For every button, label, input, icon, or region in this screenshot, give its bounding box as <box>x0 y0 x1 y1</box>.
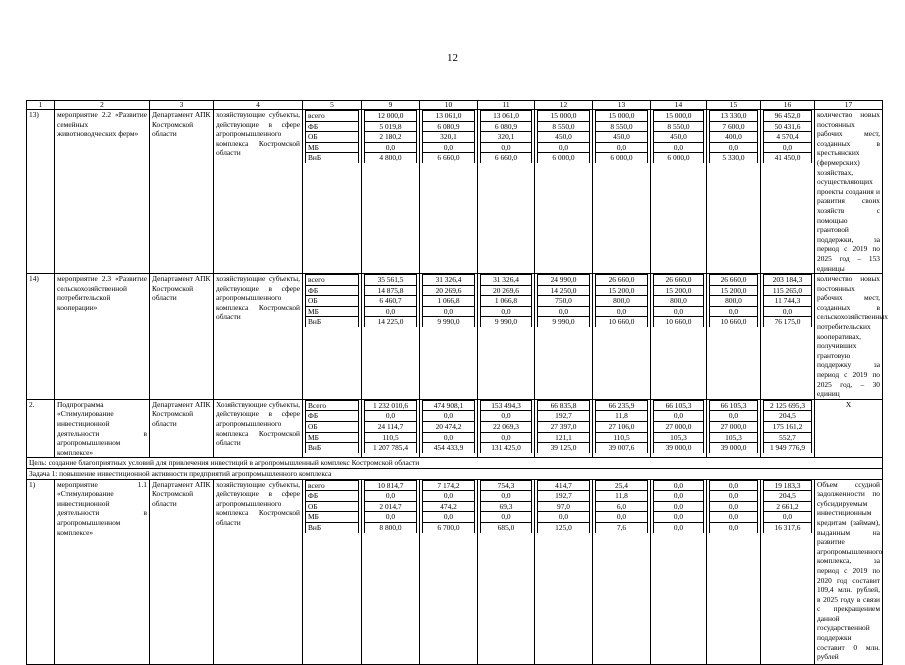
value-cell: 8 550,0 <box>538 121 590 132</box>
funding-source-label: ФБ <box>306 121 359 132</box>
value-cell: 0,0 <box>654 491 704 502</box>
value-cell: 31 326,4 <box>423 275 475 286</box>
value-cell: 0,0 <box>710 480 758 491</box>
value-cell: 15 200,0 <box>710 285 758 296</box>
value-cell: 0,0 <box>710 522 758 532</box>
goal-row <box>27 458 883 469</box>
value-cell: 0,0 <box>596 142 648 153</box>
value-cell: 320,1 <box>423 132 475 143</box>
page-number: 12 <box>447 52 458 64</box>
value-cell: 1 207 785,4 <box>365 443 417 453</box>
funding-source-label: ВнБ <box>306 443 359 453</box>
table-row <box>27 479 883 664</box>
value-cell: 474,2 <box>423 501 475 512</box>
value-cell: 0,0 <box>654 480 704 491</box>
value-cell: 800,0 <box>654 296 704 307</box>
value-cell: 0,0 <box>654 411 704 422</box>
funding-source-label: МБ <box>306 512 359 523</box>
value-cell: 9 990,0 <box>423 317 475 327</box>
value-cell: 110,5 <box>596 432 648 443</box>
value-cell: 800,0 <box>710 296 758 307</box>
value-cell: 11,8 <box>596 491 648 502</box>
measure-name: мероприятие 2.2 «Развитие семейных животноводческих ферм» <box>55 110 150 274</box>
expected-result: Объем ссудной задолженности по субсидируемым инвестиционным кредитам (займам), выданным на развитие агропромышленного комплекса, за период с 2019 по 2020 год составит 109,4 млн. рублей, в 2025 году в связи с прекращением данной государственной поддержки составит 0 млн. рублей <box>815 479 883 664</box>
value-cell: 15 000,0 <box>654 111 704 122</box>
value-cell: 204,5 <box>764 491 812 502</box>
value-column <box>651 399 707 458</box>
value-cell: 1 066,8 <box>481 296 532 307</box>
value-cell: 204,5 <box>764 411 812 422</box>
value-cell: 2 014,7 <box>365 501 417 512</box>
value-cell: 0,0 <box>423 512 475 523</box>
value-cell: 35 561,5 <box>365 275 417 286</box>
value-cell: 0,0 <box>481 432 532 443</box>
value-cell: 0,0 <box>764 512 812 523</box>
value-column <box>420 479 478 664</box>
value-cell: 0,0 <box>423 491 475 502</box>
value-cell: 6 000,0 <box>596 153 648 163</box>
funding-sources <box>303 274 362 400</box>
funding-source-label: всего <box>306 275 359 286</box>
value-cell: 2 180,2 <box>365 132 417 143</box>
funding-source-label: всего <box>306 111 359 122</box>
value-cell: 0,0 <box>710 501 758 512</box>
value-column <box>593 479 651 664</box>
value-cell: 15 000,0 <box>596 111 648 122</box>
value-cell: 0,0 <box>710 512 758 523</box>
value-cell: 7,6 <box>596 522 648 532</box>
value-cell: 414,7 <box>538 480 590 491</box>
funding-source-label: ОБ <box>306 296 359 307</box>
value-cell: 0,0 <box>710 491 758 502</box>
value-cell: 0,0 <box>481 306 532 317</box>
value-column <box>362 479 420 664</box>
value-cell: 7 174,2 <box>423 480 475 491</box>
value-cell: 96 452,0 <box>764 111 812 122</box>
responsible-dept: Департамент АПК Костромской области <box>150 399 214 458</box>
header-cell: 12 <box>535 101 593 110</box>
value-cell: 69,3 <box>481 501 532 512</box>
funding-source-label: ОБ <box>306 132 359 143</box>
value-column <box>362 110 420 274</box>
value-cell: 0,0 <box>538 142 590 153</box>
value-cell: 474 908,1 <box>423 400 475 411</box>
value-cell: 39 007,6 <box>596 443 648 453</box>
value-cell: 25,4 <box>596 480 648 491</box>
value-cell: 0,0 <box>538 306 590 317</box>
value-cell: 115 265,0 <box>764 285 812 296</box>
value-cell: 754,3 <box>481 480 532 491</box>
value-cell: 8 800,0 <box>365 522 417 532</box>
value-cell: 15 000,0 <box>538 111 590 122</box>
value-cell: 0,0 <box>423 142 475 153</box>
responsible-dept: Департамент АПК Костромской области <box>150 110 214 274</box>
funding-source-label: ВнБ <box>306 522 359 532</box>
value-cell: 800,0 <box>596 296 648 307</box>
header-cell: 14 <box>651 101 707 110</box>
value-cell: 6 000,0 <box>538 153 590 163</box>
value-cell: 0,0 <box>365 512 417 523</box>
value-column <box>593 110 651 274</box>
value-cell: 6 660,0 <box>481 153 532 163</box>
value-column <box>535 110 593 274</box>
value-cell: 192,7 <box>538 411 590 422</box>
funding-sources <box>303 110 362 274</box>
value-cell: 20 269,6 <box>481 285 532 296</box>
value-column <box>761 399 815 458</box>
value-column <box>651 274 707 400</box>
row-number: 1) <box>27 479 55 664</box>
value-cell: 6 700,0 <box>423 522 475 532</box>
value-cell: 5 019,8 <box>365 121 417 132</box>
header-cell: 15 <box>707 101 761 110</box>
value-column <box>593 274 651 400</box>
value-cell: 6,0 <box>596 501 648 512</box>
value-cell: 8 550,0 <box>596 121 648 132</box>
value-cell: 24 114,7 <box>365 422 417 433</box>
funding-source-label: всего <box>306 480 359 491</box>
value-cell: 14 875,8 <box>365 285 417 296</box>
value-column <box>761 274 815 400</box>
funding-source-label: МБ <box>306 306 359 317</box>
value-cell: 10 814,7 <box>365 480 417 491</box>
value-cell: 16 317,6 <box>764 522 812 532</box>
responsible-dept: Департамент АПК Костромской области <box>150 479 214 664</box>
value-cell: 9 990,0 <box>481 317 532 327</box>
header-cell: 17 <box>815 101 883 110</box>
value-cell: 13 330,0 <box>710 111 758 122</box>
value-cell: 0,0 <box>654 306 704 317</box>
value-column <box>478 479 535 664</box>
value-cell: 26 660,0 <box>596 275 648 286</box>
value-column <box>420 399 478 458</box>
header-row <box>27 101 883 110</box>
value-cell: 0,0 <box>365 491 417 502</box>
value-cell: 5 330,0 <box>710 153 758 163</box>
value-column <box>362 274 420 400</box>
value-cell: 14 225,0 <box>365 317 417 327</box>
value-column <box>362 399 420 458</box>
value-cell: 10 660,0 <box>596 317 648 327</box>
value-cell: 320,1 <box>481 132 532 143</box>
value-column <box>761 479 815 664</box>
value-cell: 450,0 <box>596 132 648 143</box>
value-cell: 2 661,2 <box>764 501 812 512</box>
value-cell: 50 431,6 <box>764 121 812 132</box>
value-cell: 66 835,8 <box>538 400 590 411</box>
value-cell: 0,0 <box>654 512 704 523</box>
value-cell: 0,0 <box>654 501 704 512</box>
header-cell: 2 <box>55 101 150 110</box>
header-cell: 13 <box>593 101 651 110</box>
value-cell: 125,0 <box>538 522 590 532</box>
funding-source-label: ВнБ <box>306 317 359 327</box>
value-cell: 11,8 <box>596 411 648 422</box>
row-number: 14) <box>27 274 55 400</box>
value-cell: 27 106,0 <box>596 422 648 433</box>
value-cell: 450,0 <box>654 132 704 143</box>
value-cell: 11 744,3 <box>764 296 812 307</box>
value-cell: 192,7 <box>538 491 590 502</box>
value-cell: 0,0 <box>710 142 758 153</box>
value-cell: 39 125,0 <box>538 443 590 453</box>
value-column <box>761 110 815 274</box>
table-row <box>27 399 883 458</box>
value-cell: 26 660,0 <box>710 275 758 286</box>
target-group: хозяйствующие субъекты, действующие в сфере агропромышленного комплекса Костромской области <box>214 479 303 664</box>
value-cell: 1 949 776,9 <box>764 443 812 453</box>
value-cell: 685,0 <box>481 522 532 532</box>
value-cell: 8 550,0 <box>654 121 704 132</box>
value-column <box>651 479 707 664</box>
header-cell: 11 <box>478 101 535 110</box>
funding-source-label: МБ <box>306 142 359 153</box>
value-cell: 6 660,0 <box>423 153 475 163</box>
value-cell: 0,0 <box>423 432 475 443</box>
value-cell: 76 175,0 <box>764 317 812 327</box>
funding-source-label: ВнБ <box>306 153 359 163</box>
value-cell: 41 450,0 <box>764 153 812 163</box>
value-column <box>478 274 535 400</box>
table-row <box>27 110 883 274</box>
task-text: Задача 1: повышение инвестиционной активности предприятий агропромышленного комплекса <box>27 468 883 479</box>
value-cell: 13 061,0 <box>481 111 532 122</box>
value-cell: 454 433,9 <box>423 443 475 453</box>
expected-result: количество новых постоянных рабочих мест, созданных в крестьянских (фермерских) хозяйствах, осуществляющих проекты создания и развития своих хозяйств с помощью грантовой поддержки, за период с 2019 по 2025 год – 153 единицы <box>815 110 883 274</box>
value-cell: 6 460,7 <box>365 296 417 307</box>
target-group: Хозяйствующие субъекты, действующие в сфере агропромышленного комплекса Костромской области <box>214 399 303 458</box>
value-cell: 27 000,0 <box>654 422 704 433</box>
header-cell: 9 <box>362 101 420 110</box>
value-column <box>478 110 535 274</box>
expected-result: Х <box>815 399 883 458</box>
value-cell: 66 105,3 <box>710 400 758 411</box>
header-cell: 16 <box>761 101 815 110</box>
value-cell: 20 474,2 <box>423 422 475 433</box>
value-column <box>707 274 761 400</box>
value-column <box>478 399 535 458</box>
value-cell: 153 494,3 <box>481 400 532 411</box>
value-column <box>535 274 593 400</box>
value-cell: 6 080,9 <box>481 121 532 132</box>
value-cell: 552,7 <box>764 432 812 443</box>
value-cell: 6 080,9 <box>423 121 475 132</box>
value-cell: 27 000,0 <box>710 422 758 433</box>
value-cell: 10 660,0 <box>710 317 758 327</box>
responsible-dept: Департамент АПК Костромской области <box>150 274 214 400</box>
value-cell: 66 105,3 <box>654 400 704 411</box>
value-cell: 0,0 <box>596 306 648 317</box>
value-cell: 105,3 <box>654 432 704 443</box>
value-cell: 39 000,0 <box>654 443 704 453</box>
target-group: хозяйствующие субъекты, действующие в сфере агропромышленного комплекса Костромской области <box>214 274 303 400</box>
value-cell: 97,0 <box>538 501 590 512</box>
funding-source-label: ФБ <box>306 285 359 296</box>
value-column <box>707 479 761 664</box>
value-cell: 0,0 <box>710 411 758 422</box>
value-cell: 15 200,0 <box>654 285 704 296</box>
header-cell: 5 <box>303 101 362 110</box>
value-cell: 13 061,0 <box>423 111 475 122</box>
header-cell: 3 <box>150 101 214 110</box>
value-cell: 0,0 <box>596 512 648 523</box>
value-cell: 0,0 <box>654 142 704 153</box>
value-cell: 0,0 <box>365 142 417 153</box>
value-column <box>593 399 651 458</box>
value-cell: 12 000,0 <box>365 111 417 122</box>
value-cell: 1 066,8 <box>423 296 475 307</box>
header-cell: 1 <box>27 101 55 110</box>
funding-source-label: Всего <box>306 400 359 411</box>
value-cell: 750,0 <box>538 296 590 307</box>
row-number: 13) <box>27 110 55 274</box>
value-cell: 31 326,4 <box>481 275 532 286</box>
value-cell: 19 183,3 <box>764 480 812 491</box>
value-cell: 0,0 <box>365 411 417 422</box>
program-table <box>26 100 888 665</box>
value-cell: 400,0 <box>710 132 758 143</box>
value-cell: 203 184,3 <box>764 275 812 286</box>
value-cell: 6 000,0 <box>654 153 704 163</box>
value-cell: 4 570,4 <box>764 132 812 143</box>
value-cell: 0,0 <box>764 142 812 153</box>
funding-sources <box>303 399 362 458</box>
value-cell: 0,0 <box>654 522 704 532</box>
value-cell: 39 000,0 <box>710 443 758 453</box>
value-cell: 27 397,0 <box>538 422 590 433</box>
value-cell: 0,0 <box>764 306 812 317</box>
measure-name: мероприятие 2.3 «Развитие сельскохозяйственной потребительской кооперации» <box>55 274 150 400</box>
value-cell: 0,0 <box>423 306 475 317</box>
value-column <box>420 110 478 274</box>
header-cell: 4 <box>214 101 303 110</box>
value-cell: 2 125 695,3 <box>764 400 812 411</box>
target-group: хозяйствующие субъекты, действующие в сфере агропромышленного комплекса Костромской области <box>214 110 303 274</box>
value-cell: 15 200,0 <box>596 285 648 296</box>
value-cell: 0,0 <box>365 306 417 317</box>
funding-source-label: МБ <box>306 432 359 443</box>
value-cell: 1 232 010,6 <box>365 400 417 411</box>
expected-result: количество новых постоянных рабочих мест, созданных в сельскохозяйственных потребительских кооперативах, получивших грантовую поддержку за период с 2019 по 2025 год, – 30 единиц <box>815 274 883 400</box>
value-cell: 24 990,0 <box>538 275 590 286</box>
header-cell: 10 <box>420 101 478 110</box>
value-cell: 0,0 <box>538 512 590 523</box>
value-cell: 0,0 <box>481 142 532 153</box>
goal-text: Цель: создание благоприятных условий для привлечения инвестиций в агропромышленный комплекс Костромской области <box>27 458 883 469</box>
value-cell: 0,0 <box>423 411 475 422</box>
table-row <box>27 274 883 400</box>
value-cell: 7 600,0 <box>710 121 758 132</box>
value-cell: 9 990,0 <box>538 317 590 327</box>
value-cell: 20 269,6 <box>423 285 475 296</box>
funding-source-label: ОБ <box>306 501 359 512</box>
value-cell: 0,0 <box>710 306 758 317</box>
value-cell: 175 161,2 <box>764 422 812 433</box>
value-cell: 110,5 <box>365 432 417 443</box>
value-column <box>535 399 593 458</box>
value-cell: 105,3 <box>710 432 758 443</box>
value-column <box>707 399 761 458</box>
value-cell: 131 425,0 <box>481 443 532 453</box>
value-cell: 14 250,0 <box>538 285 590 296</box>
value-column <box>420 274 478 400</box>
funding-sources <box>303 479 362 664</box>
task-row <box>27 468 883 479</box>
value-cell: 10 660,0 <box>654 317 704 327</box>
value-column <box>535 479 593 664</box>
value-cell: 450,0 <box>538 132 590 143</box>
value-cell: 26 660,0 <box>654 275 704 286</box>
value-column <box>651 110 707 274</box>
value-cell: 4 800,0 <box>365 153 417 163</box>
measure-name: Подпрограмма «Стимулирование инвестиционной деятельности в агропромышленном комплексе» <box>55 399 150 458</box>
value-cell: 0,0 <box>481 512 532 523</box>
value-cell: 0,0 <box>481 491 532 502</box>
measure-name: мероприятие 1.1 «Стимулирование инвестиционной деятельности в агропромышленном комплексе» <box>55 479 150 664</box>
funding-source-label: ОБ <box>306 422 359 433</box>
value-column <box>707 110 761 274</box>
value-cell: 0,0 <box>481 411 532 422</box>
value-cell: 66 235,9 <box>596 400 648 411</box>
funding-source-label: ФБ <box>306 411 359 422</box>
row-number: 2. <box>27 399 55 458</box>
funding-source-label: ФБ <box>306 491 359 502</box>
value-cell: 22 069,3 <box>481 422 532 433</box>
value-cell: 121,1 <box>538 432 590 443</box>
